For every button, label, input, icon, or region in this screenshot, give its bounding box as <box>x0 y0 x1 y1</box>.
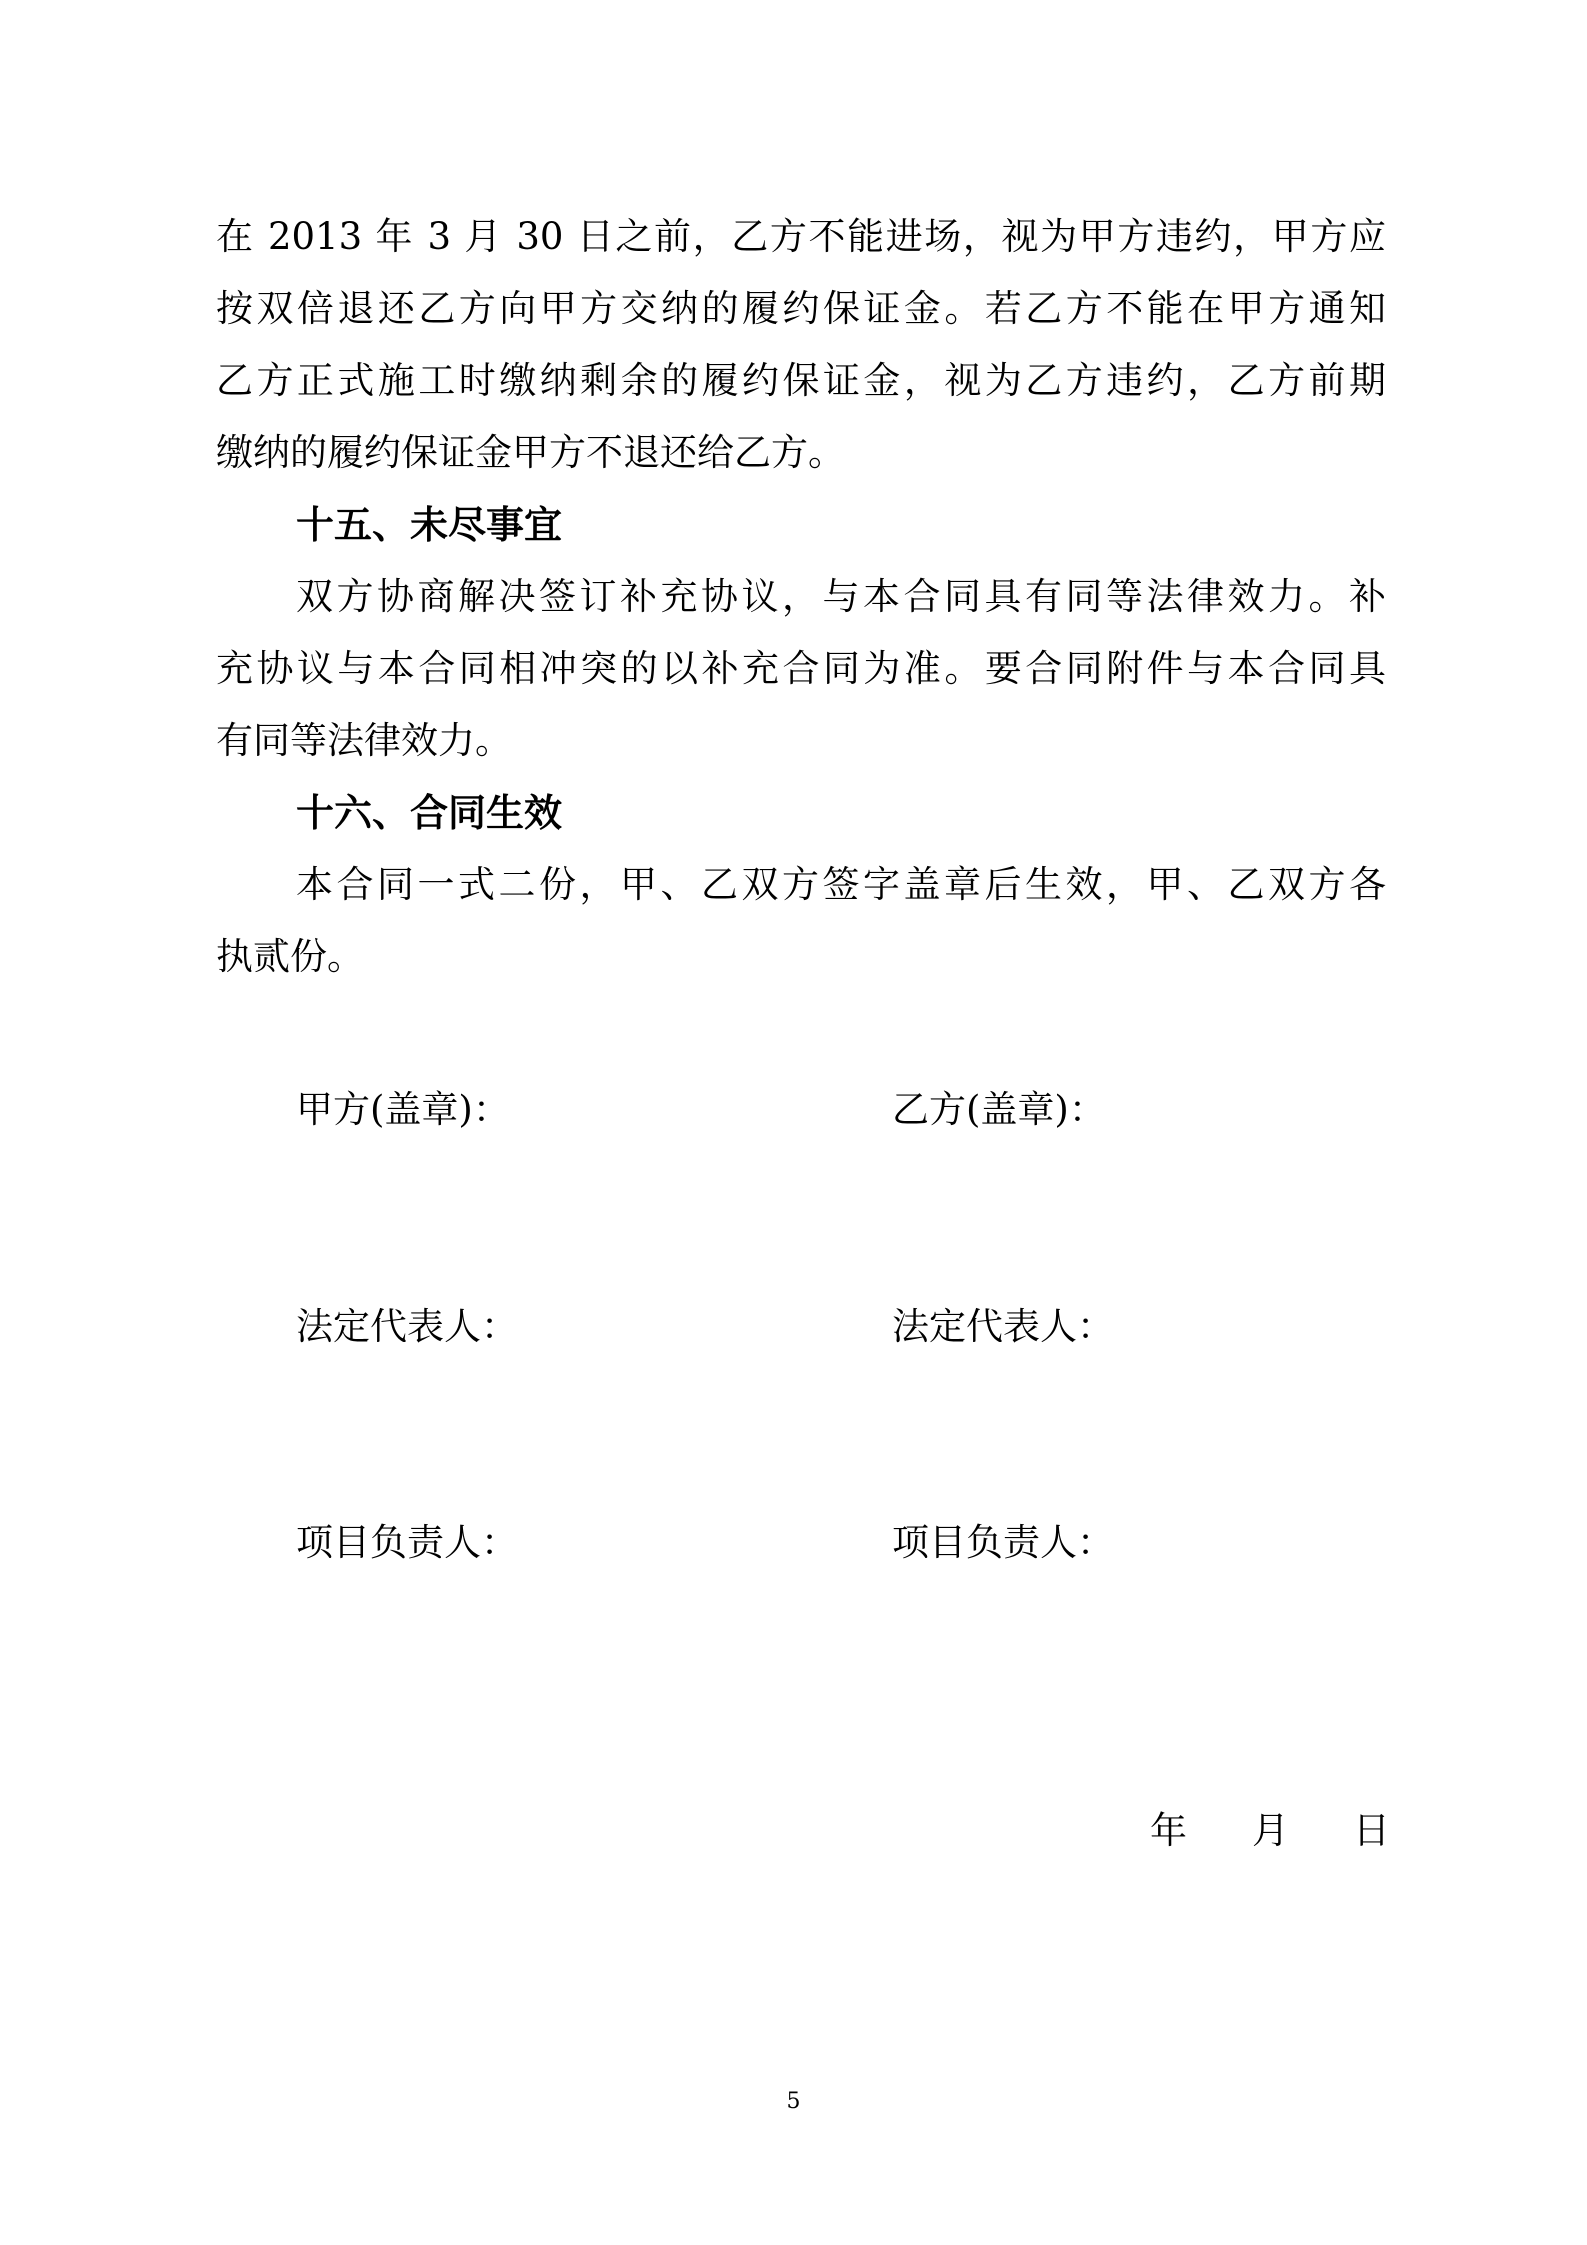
clause15-heading: 十五、未尽事宜 <box>296 503 563 547</box>
date-day: 日 <box>1353 1809 1390 1852</box>
clause15-line-1: 双方协商解决签订补充协议，与本合同具有同等法律效力。补 <box>296 575 1386 618</box>
clause16-line-2: 执贰份。 <box>216 935 364 978</box>
party-a-project-lead-label: 项目负责人： <box>296 1521 518 1564</box>
party-b-legal-rep-label: 法定代表人： <box>892 1305 1114 1348</box>
date-year: 年 <box>1150 1809 1187 1852</box>
clause15-line-3: 有同等法律效力。 <box>216 719 512 762</box>
clause14-line-1: 在 2013 年 3 月 30 日之前，乙方不能进场，视为甲方违约，甲方应 <box>216 215 1386 258</box>
clause15-line-2: 充协议与本合同相冲突的以补充合同为准。要合同附件与本合同具 <box>216 647 1386 690</box>
clause14-line-4: 缴纳的履约保证金甲方不退还给乙方。 <box>216 431 845 474</box>
page-number: 5 <box>786 2089 801 2114</box>
clause16-heading: 十六、合同生效 <box>296 791 563 835</box>
clause16-line-1: 本合同一式二份，甲、乙双方签字盖章后生效，甲、乙双方各 <box>296 863 1386 906</box>
party-b-project-lead-label: 项目负责人： <box>892 1521 1114 1564</box>
party-b-seal-label: 乙方(盖章)： <box>892 1088 1106 1131</box>
clause14-line-3: 乙方正式施工时缴纳剩余的履约保证金，视为乙方违约，乙方前期 <box>216 359 1386 402</box>
clause14-line-2: 按双倍退还乙方向甲方交纳的履约保证金。若乙方不能在甲方通知 <box>216 287 1386 330</box>
party-a-legal-rep-label: 法定代表人： <box>296 1305 518 1348</box>
date-month: 月 <box>1252 1809 1289 1852</box>
party-a-seal-label: 甲方(盖章)： <box>296 1088 510 1131</box>
